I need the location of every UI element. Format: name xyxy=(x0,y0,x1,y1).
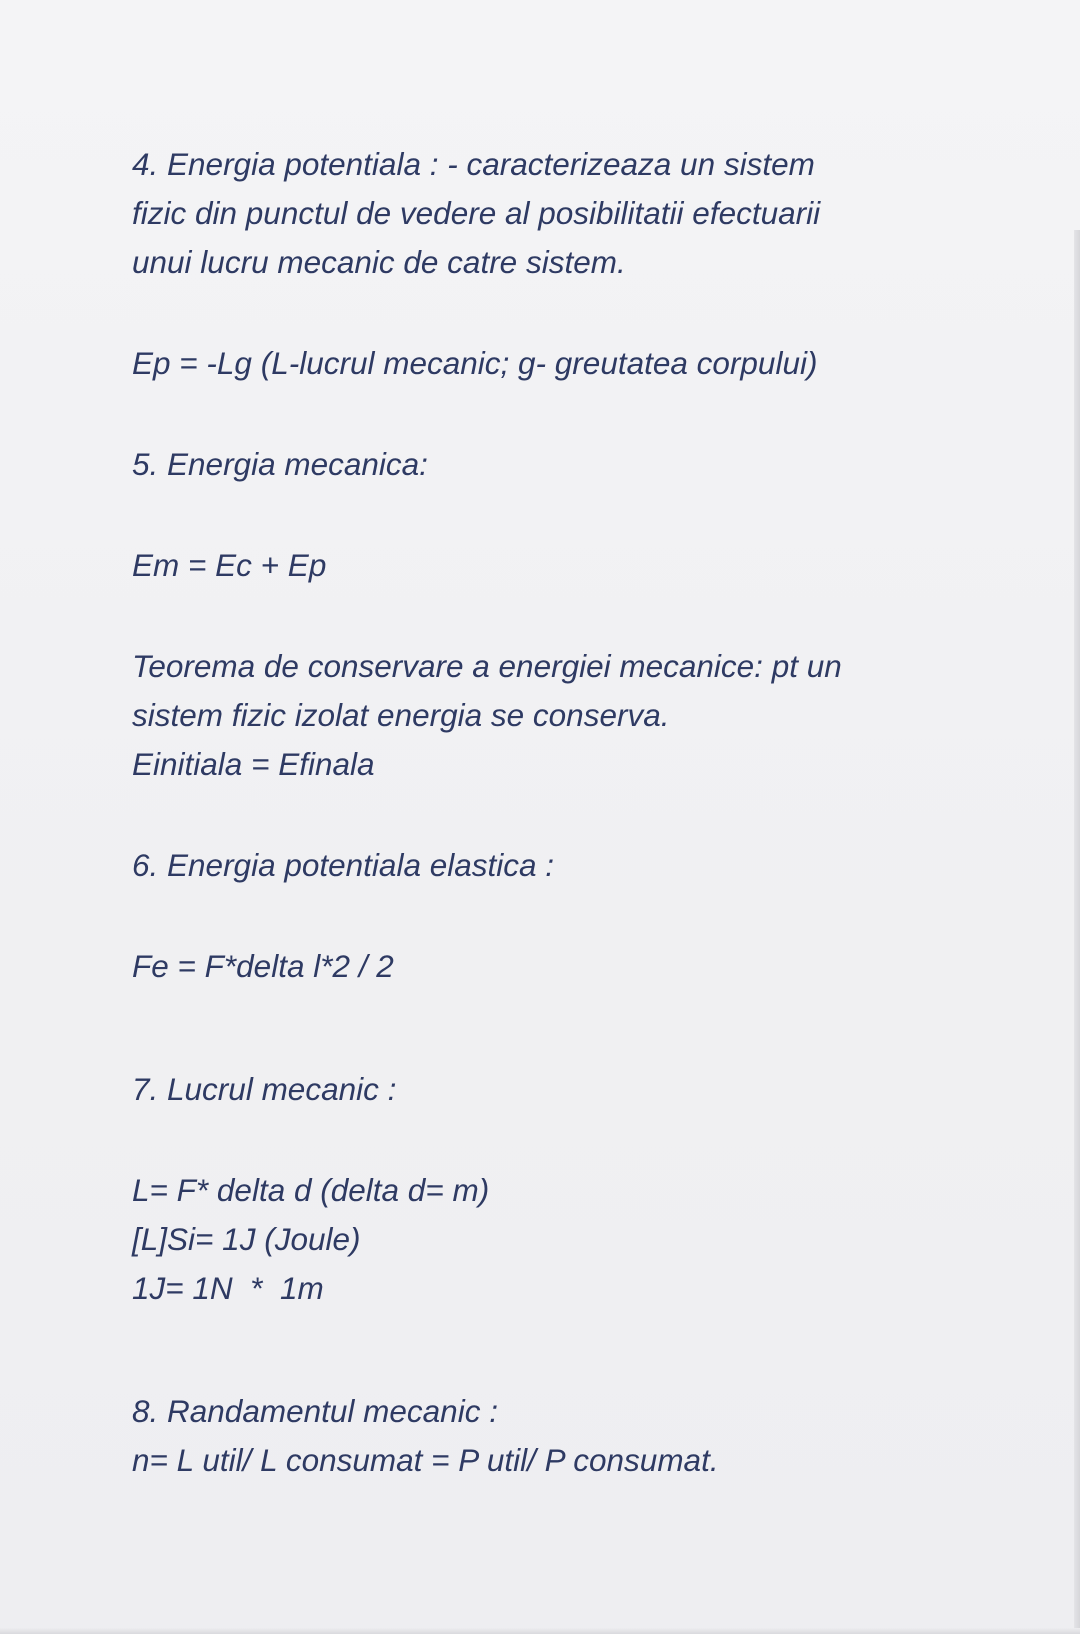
spacer xyxy=(132,1313,962,1365)
elastic-formula: Fe = F*delta l*2 / 2 xyxy=(132,948,394,984)
joule-definition: 1J= 1N * 1m xyxy=(132,1270,324,1306)
section-mechanical-work xyxy=(132,1065,962,1313)
conservation-theorem-line-2: sistem fizic izolat energia se conserva. xyxy=(132,697,670,733)
paper-edge-bottom xyxy=(0,1628,1080,1634)
spacer xyxy=(132,1365,962,1387)
potential-formula: Ep = -Lg (L-lucrul mecanic; g- greutatea corpului) xyxy=(132,345,818,381)
spacer xyxy=(132,1043,962,1065)
work-heading: 7. Lucrul mecanic : xyxy=(132,1071,397,1107)
mechanical-formula: Em = Ec + Ep xyxy=(132,547,327,583)
efficiency-heading: 8. Randamentul mecanic : xyxy=(132,1393,498,1429)
potential-definition-line-2: fizic din punctul de vedere al posibilitatii efectuarii xyxy=(132,195,821,231)
spacer xyxy=(132,489,962,541)
potential-definition-line-3: unui lucru mecanic de catre sistem. xyxy=(132,244,626,280)
section-mechanical-efficiency xyxy=(132,1387,962,1485)
section-mechanical-energy xyxy=(132,440,962,789)
conservation-theorem-line-1: Teorema de conservare a energiei mecanice: pt un xyxy=(132,648,842,684)
mechanical-heading: 5. Energia mecanica: xyxy=(132,446,428,482)
spacer xyxy=(132,890,962,942)
spacer xyxy=(132,388,962,440)
spacer xyxy=(132,1114,962,1166)
spacer xyxy=(132,287,962,339)
efficiency-formula: n= L util/ L consumat = P util/ P consumat. xyxy=(132,1442,719,1478)
conservation-formula: Einitiala = Efinala xyxy=(132,746,375,782)
work-si-unit: [L]Si= 1J (Joule) xyxy=(132,1221,361,1257)
spacer xyxy=(132,789,962,841)
work-formula: L= F* delta d (delta d= m) xyxy=(132,1172,490,1208)
section-elastic-energy xyxy=(132,841,962,991)
spacer xyxy=(132,590,962,642)
paper-edge-right xyxy=(1074,230,1080,1634)
section-potential-energy xyxy=(132,140,962,388)
elastic-heading: 6. Energia potentiala elastica : xyxy=(132,847,555,883)
spacer xyxy=(132,991,962,1043)
potential-definition-line-1: 4. Energia potentiala : - caracterizeaza un sistem xyxy=(132,146,815,182)
notes-content xyxy=(132,140,962,1485)
